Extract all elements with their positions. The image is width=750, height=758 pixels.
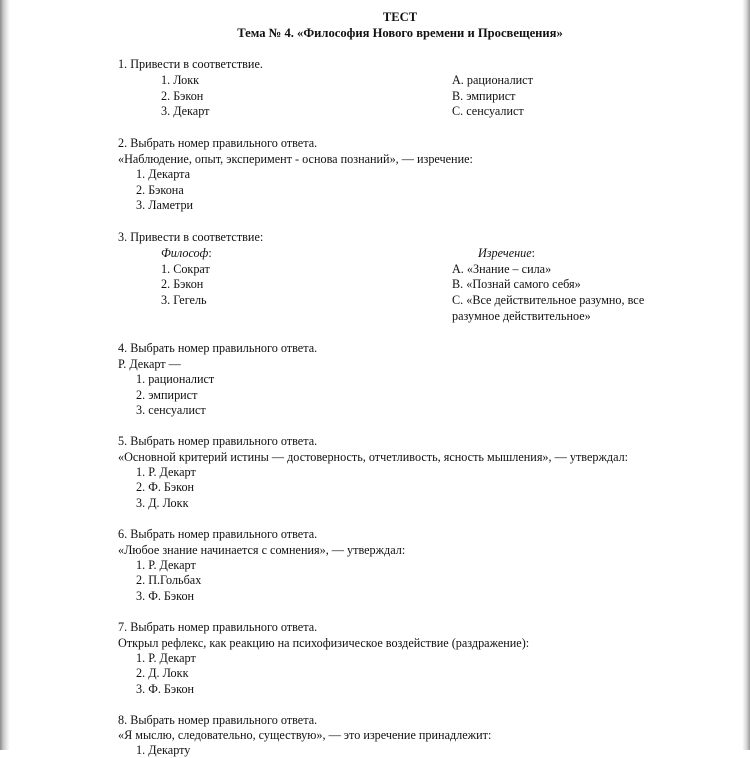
answer-option: 2. П.Гольбах: [136, 573, 202, 587]
answer-option: 1. Декарта: [136, 167, 191, 181]
question-text: «Основной критерий истины — достоверность, отчетливость, ясность мышления», — утверждал:: [118, 450, 629, 464]
column-heading-saying: Изречение:: [478, 246, 536, 260]
answer-option: 3. Ф. Бэкон: [136, 682, 195, 696]
match-right-item-continued: разумное действительное»: [452, 309, 591, 323]
answer-option: 1. Декарту: [136, 743, 191, 757]
match-left-item: 2. Бэкон: [161, 89, 204, 103]
match-right-item: A. «Знание – сила»: [452, 262, 552, 276]
answer-option: 1. Р. Декарт: [136, 465, 196, 479]
page-edge-shadow-right: [742, 0, 750, 750]
answer-option: 1. Р. Декарт: [136, 651, 196, 665]
match-right-item: A. рационалист: [452, 73, 533, 87]
question-prompt: 7. Выбрать номер правильного ответа.: [118, 620, 318, 634]
match-left-item: 1. Локк: [161, 73, 200, 87]
question-prompt: 1. Привести в соответствие.: [118, 57, 263, 71]
match-left-item: 1. Сократ: [161, 262, 210, 276]
question-prompt: 4. Выбрать номер правильного ответа.: [118, 341, 318, 355]
question-text: Р. Декарт —: [118, 357, 181, 371]
question-text: «Наблюдение, опыт, эксперимент - основа познаний», — изречение:: [118, 152, 473, 166]
answer-option: 3. сенсуалист: [136, 403, 206, 417]
question-prompt: 8. Выбрать номер правильного ответа.: [118, 713, 318, 727]
question-text: Открыл рефлекс, как реакцию на психофизическое воздействие (раздражение):: [118, 636, 530, 650]
match-right-item: B. «Познай самого себя»: [452, 277, 581, 291]
answer-option: 2. Бэкона: [136, 183, 184, 197]
match-left-item: 3. Гегель: [161, 293, 207, 307]
match-left-item: 2. Бэкон: [161, 277, 204, 291]
answer-option: 3. Д. Локк: [136, 496, 189, 510]
match-left-item: 3. Декарт: [161, 104, 210, 118]
match-right-item: B. эмпирист: [452, 89, 516, 103]
document-subtitle: Тема № 4. «Философия Нового времени и Просвещения»: [237, 26, 563, 40]
question-prompt: 6. Выбрать номер правильного ответа.: [118, 527, 318, 541]
answer-option: 3. Ф. Бэкон: [136, 589, 195, 603]
page-edge-shadow-left: [0, 0, 10, 750]
match-right-item: C. «Все действительное разумно, все: [452, 293, 645, 307]
answer-option: 1. рационалист: [136, 372, 215, 386]
question-prompt: 5. Выбрать номер правильного ответа.: [118, 434, 318, 448]
question-text: «Любое знание начинается с сомнения», — утверждал:: [118, 543, 406, 557]
question-prompt: 3. Привести в соответствие:: [118, 230, 264, 244]
answer-option: 1. Р. Декарт: [136, 558, 196, 572]
question-prompt: 2. Выбрать номер правильного ответа.: [118, 136, 318, 150]
match-right-item: C. сенсуалист: [452, 104, 524, 118]
question-text: «Я мыслю, следовательно, существую», — это изречение принадлежит:: [118, 728, 492, 742]
answer-option: 3. Ламетри: [136, 198, 194, 212]
document-title: ТЕСТ: [382, 10, 418, 24]
answer-option: 2. Ф. Бэкон: [136, 480, 195, 494]
answer-option: 2. Д. Локк: [136, 666, 189, 680]
column-heading-philosopher: Философ:: [161, 246, 212, 260]
answer-option: 2. эмпирист: [136, 388, 198, 402]
